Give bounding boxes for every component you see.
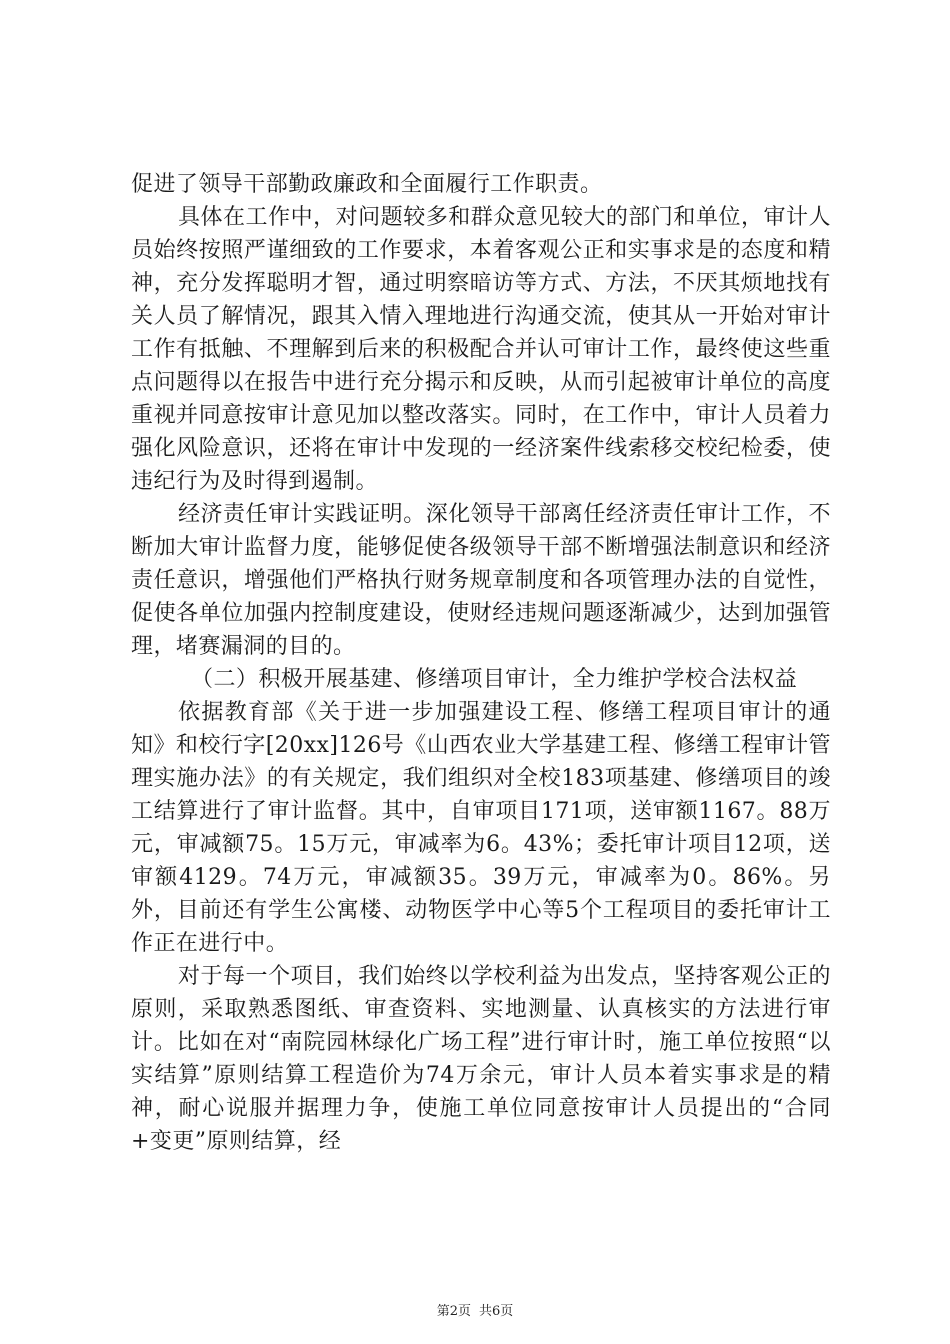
paragraph-project-example: 对于每一个项目，我们始终以学校利益为出发点，坚持客观公正的原则，采取熟悉图纸、审查资料、实地测量、认真核实的方法进行审计。比如在对“南院园林绿化广场工程”进行审计时，施工单位按照“以实结算”原则结算工程造价为74万余元，审计人员本着实事求是的精神，耐心说服并据理力争，使施工单位同意按审计人员提出的“合同+变更”原则结算，经	[131, 964, 831, 1154]
paragraph-audit-work: 具体在工作中，对问题较多和群众意见较大的部门和单位，审计人员始终按照严谨细致的工作要求，本着客观公正和实事求是的态度和精神，充分发挥聪明才智，通过明察暗访等方式、方法，不厌其烦地找有关人员了解情况，跟其入情入理地进行沟通交流，使其从一开始对审计工作有抵触、不理解到后来的积极配合并认可审计工作，最终使这些重点问题得以在报告中进行充分揭示和反映，从而引起被审计单位的高度重视并同意按审计意见加以整改落实。同时，在工作中，审计人员着力强化风险意识，还将在审计中发现的一经济案件线索移交校纪检委，使违纪行为及时得到遏制。	[131, 205, 831, 494]
document-body	[131, 168, 831, 1158]
page-total: 共6页	[479, 1304, 514, 1319]
page-footer	[0, 1300, 950, 1319]
section-heading: （二）积极开展基建、修缮项目审计，全力维护学校合法权益	[191, 667, 798, 692]
page-number: 第2页	[436, 1304, 471, 1319]
paragraph-audit-practice: 经济责任审计实践证明。深化领导干部离任经济责任审计工作，不断加大审计监督力度，能够促使各级领导干部不断增强法制意识和经济责任意识，增强他们严格执行财务规章制度和各项管理办法的自觉性，促使各单位加强内控制度建设，使财经违规问题逐渐减少，达到加强管理，堵赛漏洞的目的。	[131, 502, 831, 659]
paragraph-construction-audit: 依据教育部《关于进一步加强建设工程、修缮工程项目审计的通知》和校行字[20xx]126号《山西农业大学基建工程、修缮工程审计管理实施办法》的有关规定，我们组织对全校183项基建、修缮项目的竣工结算进行了审计监督。其中，自审项目171项，送审额1167。88万元，审减额75。15万元，审减率为6。43%；委托审计项目12项，送审额4129。74万元，审减额35。39万元，审减率为0。86%。另外，目前还有学生公寓楼、动物医学中心等5个工程项目的委托审计工作正在进行中。	[131, 700, 831, 956]
paragraph-continuation: 促进了领导干部勤政廉政和全面履行工作职责。	[131, 172, 603, 197]
